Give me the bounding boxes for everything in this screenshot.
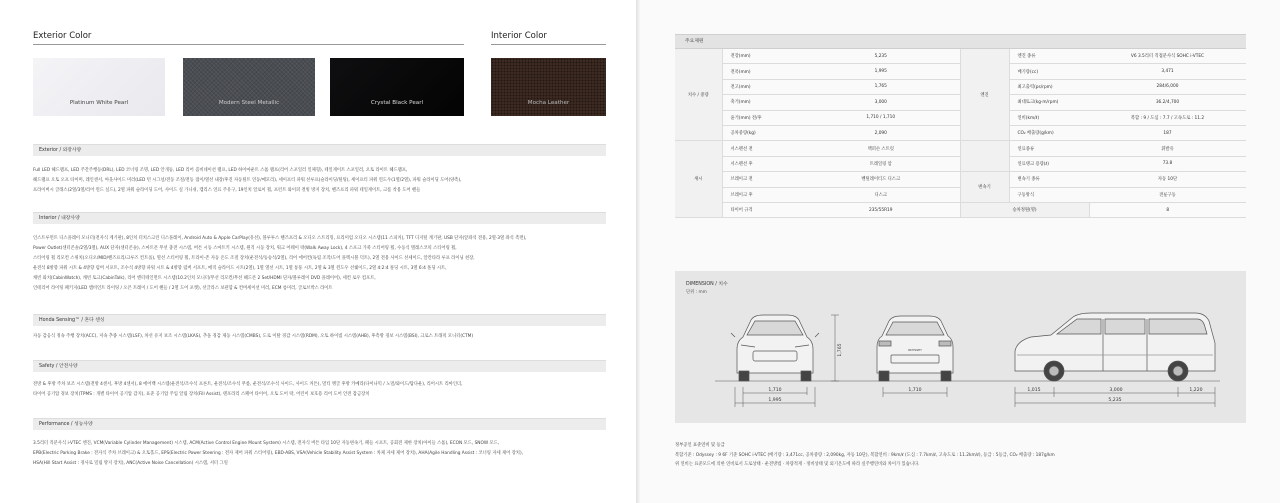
spec-value: 3,000	[802, 95, 960, 110]
group-chassis: 섀시	[675, 141, 722, 218]
spec-value: 자동 10단	[1089, 172, 1246, 187]
spec-table-title: 주요제원	[685, 39, 704, 44]
table-row	[675, 172, 1246, 187]
front-view-car	[731, 315, 819, 381]
front-track-label: 1,710	[768, 388, 782, 393]
swatch-platinum-white-pearl[interactable]	[33, 58, 165, 116]
spec-table	[675, 49, 1246, 218]
spec-label: 축거(mm)	[722, 95, 802, 110]
spec-value: V6 3.5리터 직접분사식 SOHC i-VTEC	[1089, 49, 1246, 64]
spec-label: CO₂ 배출량(g/km)	[1009, 125, 1089, 140]
fuel-economy-notes	[675, 441, 1055, 470]
category-title: Honda Sensing™ / 혼다 센싱	[39, 318, 105, 323]
spec-label: 구동방식	[1009, 187, 1089, 202]
feature-line: 자동 감응식 정속 주행 장치(ACC), 저속 추종 시스템(LSF), 차선 유지 보조 시스템(LKAS), 추돌 경감 제동 시스템(CMBS), 도로 이탈 경감 시스템(RDM), 오토 하이빔 시스템(AHB), 후측방 경보 시스템(BSI), 크로스 트래픽 모니터(CTM)	[33, 334, 474, 339]
swatch-label: Platinum White Pearl	[69, 100, 129, 106]
spec-label: 전장(mm)	[722, 49, 802, 64]
spec-value: 맥퍼슨 스트럿	[802, 141, 960, 156]
feature-line: 프라이버시 글래스(2열/3열/리어 윈드 실드), 2열 파워 슬라이딩 도어, 사이드 실 가니쉬, 캡리스 연료 주유구, 19인치 알로이 휠, 프런트 와이퍼 결빙 방지 장치, 핸즈프리 파워 테일게이트, 크롬 착용 도어 핸들	[33, 188, 421, 193]
spec-value: 5,235	[802, 49, 960, 64]
feature-line: 헤드램프 오토 오프 타이머, 레인센서, 아웃사이드 미러(LED 턴 시그널/전동 조절/전동 접이/열선 내장/후진 자동틸트 연동/메모리), 세이프티 파워 선루프(슬라이딩/틸팅), 세이프티 파워 윈도우(1열/2열), 파워 슬라이딩 도어(양측),	[33, 178, 462, 183]
spec-value: 벤틸레이티드 디스크	[802, 172, 960, 187]
dimension-drawing	[675, 271, 1246, 423]
swatch-crystal-black-pearl[interactable]	[330, 58, 464, 116]
front-width-label: 1,995	[768, 398, 782, 403]
table-row	[675, 49, 1246, 64]
spec-value: 284/6,000	[1089, 79, 1246, 94]
category-performance-text	[33, 439, 606, 469]
swatch-label: Crystal Black Pearl	[370, 100, 424, 106]
swatch-modern-steel-metallic[interactable]	[183, 58, 315, 116]
category-safety	[33, 360, 606, 372]
spec-label: 최대토크(kg·m/rpm)	[1009, 95, 1089, 110]
front-overhang-label: 1,015	[1027, 388, 1041, 393]
spec-value: 1,995	[802, 64, 960, 79]
spec-label: 타이어 규격	[722, 202, 802, 217]
spec-label: 연료탱크 용량(ℓ)	[1009, 156, 1089, 171]
category-exterior-text	[33, 166, 606, 196]
spec-label: 브레이크 후	[722, 187, 802, 202]
dimension-panel	[675, 271, 1246, 423]
rear-badge: ODYSSEY	[908, 348, 922, 352]
spec-label: 서스펜션 전	[722, 141, 802, 156]
spec-value: 휘발유	[1089, 141, 1246, 156]
group-engine: 엔진	[960, 49, 1009, 141]
spec-value: 복합 : 9 / 도심 : 7.7 / 고속도로 : 11.2	[1089, 110, 1246, 125]
spec-label: 엔진 종류	[1009, 49, 1089, 64]
spec-label: 연료종류	[1009, 141, 1089, 156]
category-performance	[33, 418, 606, 430]
group-seating-capacity: 승차정원(명)	[960, 202, 1089, 217]
category-honda-sensing	[33, 314, 606, 326]
spec-label: 배기량(cc)	[1009, 64, 1089, 79]
spec-label: 윤거(mm) 전/후	[722, 110, 802, 125]
spec-label: 브레이크 전	[722, 172, 802, 187]
category-safety-text	[33, 380, 606, 400]
swatch-label: Mocha Leather	[527, 100, 570, 106]
spec-label: 최고출력(ps/rpm)	[1009, 79, 1089, 94]
feature-line: 인테리어 라이팅 패키지(LED 앰비언트 라이팅 / 오픈 트레이 / 도어 핸들 / 2열 도어 포켓), 선글라스 보관함 & 컨버세이션 미러, ECM 룸미러, 글로브박스 라이트	[33, 286, 333, 291]
category-title: Safety / 안전사양	[39, 364, 78, 369]
table-row	[675, 141, 1246, 156]
feature-line: HSA(Hill Start Assist : 경사로 밀림 방지 장치), ANC(Active Noise Cancellation) 시스템, 셔터 그릴	[33, 461, 228, 466]
spec-value: 8	[1089, 202, 1246, 217]
category-interior-text	[33, 234, 606, 294]
spec-label: 서스펜션 후	[722, 156, 802, 171]
side-view-car	[1015, 313, 1215, 381]
exterior-color-rule	[33, 44, 464, 45]
spec-label: 연비(km/ℓ)	[1009, 110, 1089, 125]
spec-value: 1,710 / 1,710	[802, 110, 960, 125]
spec-value: 트레일링 암	[802, 156, 960, 171]
swatch-mocha-leather[interactable]	[491, 58, 606, 116]
spec-value: 235/55R19	[802, 202, 960, 217]
spec-value: 1,765	[802, 79, 960, 94]
spec-value: 2,090	[802, 125, 960, 140]
notes-line: 복합기준 : Odyssey : 9 6F 기준 SOHC i-VTEC (배기량 : 3,471cc, 공차중량 : 2,090kg, 자동 10단), 복합연비 : 9km/ℓ (도심 : 7.7km/ℓ, 고속도로 : 11.2km/ℓ), 등급 : 5등급, CO₂ 배출량 : 187g/km	[675, 452, 1055, 458]
rear-track-label: 1,710	[908, 388, 922, 393]
feature-line: 스티어링 휠 리모컨 스위치(오디오/MID/핸즈프리/크루즈 컨트롤), 열선 스티어링 휠, 트라이-존 자동 온도 조절 장치(운전석/동승석/2열), 리어 에어컨(독립 조작/도어 플렉시블 덕트), 2열 전용 사이드 선셰이드, 알칸타라 루프 라이닝 천장,	[33, 256, 475, 261]
feature-line: 운전석 8방향 파워 시트 & 4방향 럼버 서포트, 조수석 4방향 파워 시트 & 4방향 럼버 서포트, 매직 슬라이드 시트(2열), 1열 열선 시트, 1열 통풍 시트, 2열 & 3열 윈도우 선쉐이드, 2열 4:2:4 폴딩 시트, 3열 6:4 폴딩 시트,	[33, 266, 447, 271]
category-title: Performance / 성능사양	[39, 422, 93, 427]
dimension-title: DIMENSION / 치수	[686, 282, 728, 287]
spec-label: 전폭(mm)	[722, 64, 802, 79]
wheelbase-label: 3,000	[1109, 388, 1123, 393]
spec-value: 187	[1089, 125, 1246, 140]
feature-line: EPB(Electric Parking Brake : 전자식 주차 브레이크) & 오토홀드, EPS(Electric Power Steering : 전자 제어 파워 스티어링), EBD-ABS, VSA(Vehicle Stability Assist System : 차체 자세 제어 장치), AHA(Agile Handling Assist : 코너링 자세 제어 장치),	[33, 451, 523, 456]
swatch-label: Modern Steel Metallic	[218, 100, 280, 106]
feature-line: 전방 & 후방 주차 보조 시스템(전방 4센서, 후방 4센서), 8 에어백 시스템(운전석/조수석 프론트, 운전석/조수석 무릎, 운전석/조수석 사이드, 사이드 커튼), 멀티 앵글 후방 카메라(다이나믹 / 노멀/와이드/탑다운), 리어시트 리마인더,	[33, 382, 463, 387]
category-title: Interior / 내장사양	[39, 216, 80, 221]
feature-line: 캐빈 와치(CabinWatch), 캐빈 토크(CabinTalk), 리어 엔터테인먼트 시스템(10.2인치 모니터/무선 리모컨/무선 헤드폰 2 Set/HDMI 단자/블루레이 DVD 플레이어), 세컨 로우 컴포트,	[33, 276, 376, 281]
feature-line: 인스트루먼트 디스플레이 모니터(전자식 계기판), 8인치 터치스크린 디스플레이, Android Auto & Apple CarPlay(유선), 블루투스 핸즈프리 & 오디오 스트리밍, 프리미엄 오디오 시스템(11 스피커), TFT 디지털 계기판, USB 단자(앞좌석 전용, 2열·3열 좌석 측면),	[33, 236, 527, 241]
category-interior	[33, 212, 606, 224]
spec-value: 전륜구동	[1089, 187, 1246, 202]
spec-label: 전고(mm)	[722, 79, 802, 94]
exterior-color-title: Exterior Color	[33, 31, 92, 41]
category-honda-sensing-text	[33, 332, 606, 342]
category-title: Exterior / 외장사양	[39, 148, 82, 153]
feature-line: 3.5리터 직분사식 i-VTEC 엔진, VCM(Variable Cylinder Management) 시스템, ACM(Active Control Engine Mount System) 시스템, 전자식 버튼 타입 10단 자동변속기, 패들 시프트, 공회전 제한 장치(아이들 스톱), ECON 모드, SNOW 모드,	[33, 441, 500, 446]
spec-value: 3,471	[1089, 64, 1246, 79]
group-transmission: 변속기	[960, 172, 1009, 203]
group-fuel-blank	[960, 141, 1009, 172]
spec-label: 변속기 종류	[1009, 172, 1089, 187]
group-dimension-weight: 치수 / 중량	[675, 49, 722, 141]
category-exterior	[33, 144, 606, 156]
notes-title: 정부공인 표준연비 및 등급	[675, 443, 725, 448]
overall-length-label: 5,235	[1108, 398, 1122, 403]
interior-color-rule	[491, 44, 606, 45]
spec-value: 디스크	[802, 187, 960, 202]
dimension-unit: 단위 : mm	[686, 290, 707, 295]
spec-value: 36.2/4,700	[1089, 95, 1246, 110]
feature-line: 타이어 공기압 경보 장치(TPMS : 개별 타이어 공기압 감지), 표준 공기압 주입 알림 장치(Fill Assist), 텐포라리 스페어 타이어, 오토 도어 락, 어린이 보호용 리어 도어 안전 잠금장치	[33, 392, 370, 397]
spec-table-header	[675, 34, 1246, 49]
height-label: 1,765	[838, 343, 843, 357]
interior-color-title: Interior Color	[491, 31, 547, 41]
table-row	[675, 202, 1246, 217]
feature-line: Full LED 헤드램프, LED 주간주행등(DRL), LED 코너링 조명, LED 안개등, LED 리어 콤비네이션 램프, LED 하이마운트 스톱 램프(리어 스포일러 일체형), 테일게이트 스포일러, 오토 라이트 헤드램프,	[33, 168, 408, 173]
rear-overhang-label: 1,220	[1189, 388, 1203, 393]
feature-line: Power Outlet(센터콘솔/2열/3열), AUX 단자(센터콘솔), 스마트폰 무선 충전 시스템, 버튼 시동 스마트키 시스템, 원격 시동 장치, 워크 어웨이 락(Walk Away Lock), 4 스포크 가죽 스티어링 휠, 수동식 텔레스코픽 스티어링 휠,	[33, 246, 457, 251]
spec-label: 공차중량(kg)	[722, 125, 802, 140]
spec-value: 73.8	[1089, 156, 1246, 171]
notes-line: 위 연비는 표준모드에 의한 연비로서 도로상태 · 운전방법 · 차량적재 · 정비상태 및 외기온도에 따라 실주행연비와 차이가 있습니다.	[675, 462, 920, 467]
